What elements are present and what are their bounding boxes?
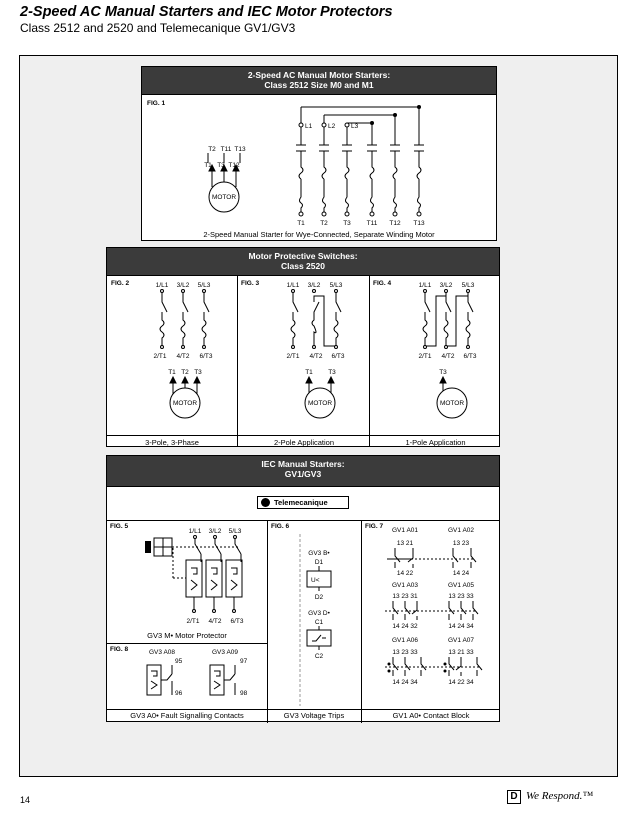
line-bus (301, 107, 419, 125)
fig7-block-name: GV1 A05 (447, 582, 475, 589)
fig8-a08-bottom: 96 (175, 690, 183, 697)
motor-inner-label: T12 (228, 162, 240, 169)
fig7-block-name: GV1 A07 (447, 637, 475, 644)
fig2-schematic (107, 248, 237, 438)
terminal-label: T3 (343, 220, 351, 227)
page-number: 14 (20, 795, 31, 805)
fig3-top-label: 3/L2 (307, 282, 321, 289)
fig8-a08-top: 95 (175, 658, 183, 665)
fig2-top-label: 1/L1 (155, 282, 169, 289)
fig6-d-bottom: C2 (314, 653, 324, 660)
fig6-b-label: GV3 B• (308, 550, 330, 557)
fig2-lead-label: T1 (168, 369, 176, 376)
fig7-block-top: 13 23 33 (392, 649, 418, 656)
fig6-caption: GV3 Voltage Trips (283, 711, 345, 720)
fig4-bottom-label: 4/T2 (441, 353, 455, 360)
fig7-block-bottom: 14 24 34 (392, 679, 418, 686)
fig7-block-bottom: 14 22 34 (448, 679, 474, 686)
fig4-bottom-label: 6/T3 (463, 353, 477, 360)
fig3-lead-label: T3 (328, 369, 336, 376)
panel-heading-line1: 2-Speed AC Manual Motor Starters: (247, 70, 391, 80)
fig8-a09-top: 97 (240, 658, 248, 665)
fig2-motor-label: MOTOR (172, 400, 198, 407)
fig6-b-bottom: D2 (314, 594, 324, 601)
telemecanique-logo (257, 496, 349, 509)
terminal-label: T11 (366, 220, 378, 227)
panel-2speed-starters (141, 66, 497, 241)
fig2-top-label: 3/L2 (176, 282, 190, 289)
fig4-top-label: 5/L3 (461, 282, 475, 289)
terminal-label: T12 (389, 220, 401, 227)
fig7-caption: GV1 A0• Contact Block (392, 711, 470, 720)
fig-label: FIG. 5 (110, 523, 129, 530)
fig7-block-top: 13 23 (452, 540, 470, 547)
fig6-d-label: GV3 D• (308, 610, 330, 617)
fig6-d-top: C1 (314, 619, 324, 626)
line-label: L1 (305, 123, 313, 130)
square-d-logo-icon: D (507, 790, 521, 804)
panel-heading-line1: Motor Protective Switches: (248, 251, 358, 261)
panel-heading-line1: IEC Manual Starters: (261, 459, 345, 469)
fig5-bottom-label: 4/T2 (208, 618, 222, 625)
line-label: L2 (328, 123, 336, 130)
line-label: L3 (351, 123, 359, 130)
panel-motor-protective-switches (106, 247, 500, 447)
fig5-schematic (107, 520, 267, 645)
fig7-block-bottom: 14 24 34 (448, 623, 474, 630)
fig5-top-label: 5/L3 (228, 528, 242, 535)
fig2-top-label: 5/L3 (197, 282, 211, 289)
fig2-caption: 3-Pole, 3-Phase (145, 438, 199, 447)
fig7-block-top: 13 23 33 (448, 593, 474, 600)
fig4-schematic (370, 248, 501, 438)
fig5-bottom-label: 6/T3 (230, 618, 244, 625)
page-title: 2-Speed AC Manual Starters and IEC Motor Protectors (20, 4, 393, 20)
panel-heading-line2: Class 2512 Size M0 and M1 (264, 80, 374, 90)
fig-label: FIG. 3 (241, 280, 260, 287)
fig3-lead-label: T1 (305, 369, 313, 376)
fig7-block-name: GV1 A02 (447, 527, 475, 534)
starter-poles (296, 125, 424, 212)
motor-inner-label: T1 (204, 162, 212, 169)
panel-iec-manual-starters (106, 455, 500, 722)
telemecanique-logo-text: Telemecanique (274, 498, 328, 507)
fig3-top-label: 5/L3 (329, 282, 343, 289)
wye-starter-schematic (142, 67, 498, 242)
fig3-bottom-label: 4/T2 (309, 353, 323, 360)
motor-top-label: T2 (208, 146, 216, 153)
fig7-block-top: 13 21 (396, 540, 414, 547)
panel-heading-line2: GV1/GV3 (284, 469, 322, 479)
fig3-bottom-label: 6/T3 (331, 353, 345, 360)
fig-label: FIG. 8 (110, 646, 129, 653)
diagram-frame (19, 55, 618, 777)
fig2-bottom-label: 6/T3 (199, 353, 213, 360)
fig7-block-bottom: 14 22 (396, 570, 414, 577)
fig7-block-top: 13 23 31 (392, 593, 418, 600)
telemecanique-logo-icon (261, 498, 270, 507)
terminal-label: T13 (413, 220, 425, 227)
fig4-bottom-label: 2/T1 (418, 353, 432, 360)
fig2-lead-label: T3 (194, 369, 202, 376)
fig7-block-name: GV1 A03 (391, 582, 419, 589)
panel-header (107, 456, 499, 487)
page-subtitle: Class 2512 and 2520 and Telemecanique GV1/GV3 (20, 21, 296, 35)
fig8-schematic (107, 643, 267, 709)
fig5-top-label: 1/L1 (188, 528, 202, 535)
fig-label: FIG. 6 (271, 523, 290, 530)
fig7-block-bottom: 14 24 (452, 570, 470, 577)
fig3-caption: 2-Pole Application (273, 438, 335, 447)
figure-caption: 2-Speed Manual Starter for Wye-Connected, Separate Winding Motor (203, 230, 435, 239)
fig5-bottom-label: 2/T1 (186, 618, 200, 625)
fig3-bottom-label: 2/T1 (286, 353, 300, 360)
fig2-bottom-label: 2/T1 (153, 353, 167, 360)
fig8-caption: GV3 A0• Fault Signalling Contacts (130, 711, 244, 720)
motor-inner-label: T3 (217, 162, 225, 169)
fig4-top-label: 3/L2 (439, 282, 453, 289)
fig3-motor-label: MOTOR (307, 400, 333, 407)
fig-label: FIG. 4 (373, 280, 392, 287)
load-terminals (299, 212, 421, 216)
fig4-motor-label: MOTOR (439, 400, 465, 407)
fig-label: FIG. 7 (365, 523, 384, 530)
motor-label: MOTOR (211, 194, 237, 201)
fig4-caption: 1-Pole Application (405, 438, 466, 447)
fig-label: FIG. 1 (147, 100, 166, 107)
fig7-schematic (361, 520, 501, 710)
fig5-caption: GV3 M• Motor Protector (147, 631, 227, 640)
panel-heading-line2: Class 2520 (281, 261, 325, 271)
fig8-a08-label: GV3 A08 (148, 649, 176, 656)
fig6-schematic (267, 520, 361, 710)
fig7-block-bottom: 14 24 32 (392, 623, 418, 630)
fig4-top-label: 1/L1 (418, 282, 432, 289)
terminal-label: T1 (297, 220, 305, 227)
fig6-b-symbol: U< (311, 577, 320, 584)
fig7-block-name: GV1 A01 (391, 527, 419, 534)
motor-top-label: T13 (234, 146, 246, 153)
fig2-bottom-label: 4/T2 (176, 353, 190, 360)
brand-slogan: We Respond.™ (526, 790, 594, 802)
fig4-lead-label: T3 (439, 369, 447, 376)
fig3-schematic (238, 248, 370, 438)
fig3-top-label: 1/L1 (286, 282, 300, 289)
motor-top-label: T11 (220, 146, 232, 153)
fig5-top-label: 3/L2 (208, 528, 222, 535)
fig6-b-top: D1 (314, 559, 324, 566)
motor-leads (208, 153, 240, 187)
fig-label: FIG. 2 (111, 280, 130, 287)
fig8-a09-label: GV3 A09 (211, 649, 239, 656)
fig8-a09-bottom: 98 (240, 690, 248, 697)
fig2-lead-label: T2 (181, 369, 189, 376)
fig7-block-top: 13 21 33 (448, 649, 474, 656)
terminal-label: T2 (320, 220, 328, 227)
fig7-block-name: GV1 A06 (391, 637, 419, 644)
